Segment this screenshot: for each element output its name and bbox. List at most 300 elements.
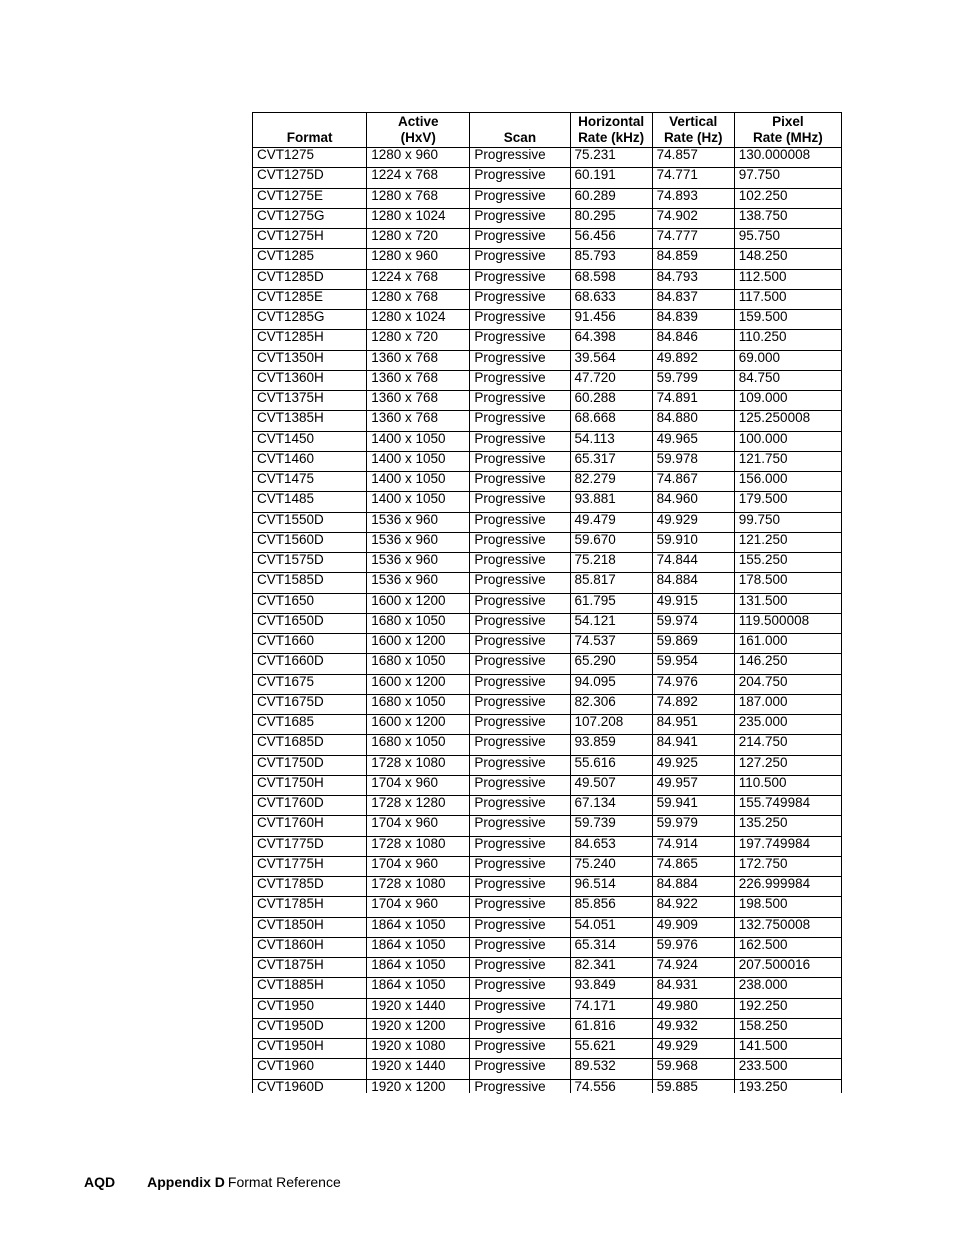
cell-pixel-rate: 110.500 (734, 775, 841, 795)
cell-horizontal-rate: 67.134 (570, 796, 652, 816)
cell-pixel-rate: 69.000 (734, 350, 841, 370)
cell-pixel-rate: 158.250 (734, 1018, 841, 1038)
cell-format: CVT1660D (253, 654, 367, 674)
cell-horizontal-rate: 82.341 (570, 958, 652, 978)
cell-pixel-rate: 187.000 (734, 694, 841, 714)
cell-pixel-rate: 99.750 (734, 512, 841, 532)
cell-vertical-rate: 59.976 (652, 937, 734, 957)
cell-scan: Progressive (470, 937, 570, 957)
cell-format: CVT1485 (253, 492, 367, 512)
cell-active: 1536 x 960 (367, 553, 470, 573)
cell-horizontal-rate: 68.633 (570, 289, 652, 309)
table-row (253, 289, 842, 309)
cell-horizontal-rate: 80.295 (570, 208, 652, 228)
cell-format: CVT1650 (253, 593, 367, 613)
cell-scan: Progressive (470, 998, 570, 1018)
cell-horizontal-rate: 89.532 (570, 1059, 652, 1079)
cell-pixel-rate: 172.750 (734, 856, 841, 876)
cell-scan: Progressive (470, 168, 570, 188)
cell-scan: Progressive (470, 532, 570, 552)
cell-scan: Progressive (470, 553, 570, 573)
cell-active: 1920 x 1440 (367, 1059, 470, 1079)
cell-pixel-rate: 233.500 (734, 1059, 841, 1079)
cell-format: CVT1660 (253, 634, 367, 654)
cell-vertical-rate: 74.976 (652, 674, 734, 694)
cell-active: 1864 x 1050 (367, 917, 470, 937)
cell-active: 1536 x 960 (367, 512, 470, 532)
cell-pixel-rate: 178.500 (734, 573, 841, 593)
cell-pixel-rate: 155.749984 (734, 796, 841, 816)
table-row (253, 958, 842, 978)
cell-vertical-rate: 74.902 (652, 208, 734, 228)
cell-vertical-rate: 59.974 (652, 613, 734, 633)
table-row (253, 229, 842, 249)
cell-active: 1680 x 1050 (367, 654, 470, 674)
cell-pixel-rate: 125.250008 (734, 411, 841, 431)
table-row (253, 755, 842, 775)
cell-vertical-rate: 74.924 (652, 958, 734, 978)
cell-format: CVT1850H (253, 917, 367, 937)
cell-horizontal-rate: 85.856 (570, 897, 652, 917)
cell-scan: Progressive (470, 370, 570, 390)
cell-scan: Progressive (470, 249, 570, 269)
cell-vertical-rate: 74.891 (652, 391, 734, 411)
cell-horizontal-rate: 75.231 (570, 148, 652, 168)
cell-scan: Progressive (470, 391, 570, 411)
cell-scan: Progressive (470, 836, 570, 856)
cell-active: 1536 x 960 (367, 573, 470, 593)
cell-format: CVT1450 (253, 431, 367, 451)
cell-horizontal-rate: 82.306 (570, 694, 652, 714)
cell-vertical-rate: 74.867 (652, 472, 734, 492)
table-row (253, 411, 842, 431)
cell-format: CVT1285H (253, 330, 367, 350)
cell-vertical-rate: 59.869 (652, 634, 734, 654)
cell-scan: Progressive (470, 411, 570, 431)
cell-active: 1280 x 1024 (367, 310, 470, 330)
cell-scan: Progressive (470, 1039, 570, 1059)
cell-scan: Progressive (470, 816, 570, 836)
cell-vertical-rate: 49.932 (652, 1018, 734, 1038)
cell-pixel-rate: 135.250 (734, 816, 841, 836)
table-row (253, 350, 842, 370)
table-row (253, 451, 842, 471)
table-row (253, 937, 842, 957)
cell-pixel-rate: 197.749984 (734, 836, 841, 856)
cell-format: CVT1875H (253, 958, 367, 978)
table-row (253, 816, 842, 836)
cell-vertical-rate: 59.979 (652, 816, 734, 836)
cell-vertical-rate: 84.884 (652, 877, 734, 897)
table-header-row (253, 113, 842, 148)
cell-scan: Progressive (470, 715, 570, 735)
cell-active: 1536 x 960 (367, 532, 470, 552)
cell-format: CVT1675D (253, 694, 367, 714)
cell-vertical-rate: 49.892 (652, 350, 734, 370)
cell-scan: Progressive (470, 897, 570, 917)
cell-horizontal-rate: 56.456 (570, 229, 652, 249)
cell-format: CVT1675 (253, 674, 367, 694)
cell-horizontal-rate: 94.095 (570, 674, 652, 694)
cell-scan: Progressive (470, 1059, 570, 1079)
cell-format: CVT1785D (253, 877, 367, 897)
cell-active: 1704 x 960 (367, 775, 470, 795)
cell-format: CVT1775D (253, 836, 367, 856)
cell-scan: Progressive (470, 654, 570, 674)
cell-vertical-rate: 49.957 (652, 775, 734, 795)
table-row (253, 1018, 842, 1038)
table-row (253, 917, 842, 937)
cell-active: 1280 x 960 (367, 249, 470, 269)
cell-format: CVT1860H (253, 937, 367, 957)
cell-horizontal-rate: 107.208 (570, 715, 652, 735)
cell-horizontal-rate: 59.739 (570, 816, 652, 836)
cell-format: CVT1750H (253, 775, 367, 795)
cell-active: 1920 x 1440 (367, 998, 470, 1018)
cell-active: 1280 x 768 (367, 289, 470, 309)
cell-pixel-rate: 102.250 (734, 188, 841, 208)
cell-vertical-rate: 74.844 (652, 553, 734, 573)
cell-pixel-rate: 214.750 (734, 735, 841, 755)
cell-format: CVT1285D (253, 269, 367, 289)
cell-scan: Progressive (470, 634, 570, 654)
table-row (253, 775, 842, 795)
cell-vertical-rate: 49.909 (652, 917, 734, 937)
cell-scan: Progressive (470, 856, 570, 876)
cell-vertical-rate: 59.941 (652, 796, 734, 816)
cell-horizontal-rate: 85.793 (570, 249, 652, 269)
table-row (253, 472, 842, 492)
cell-format: CVT1275H (253, 229, 367, 249)
cell-vertical-rate: 59.968 (652, 1059, 734, 1079)
cell-format: CVT1285 (253, 249, 367, 269)
cell-format: CVT1760D (253, 796, 367, 816)
cell-format: CVT1775H (253, 856, 367, 876)
table-body (253, 148, 842, 1093)
cell-format: CVT1950H (253, 1039, 367, 1059)
cell-vertical-rate: 84.846 (652, 330, 734, 350)
cell-active: 1680 x 1050 (367, 694, 470, 714)
cell-format: CVT1460 (253, 451, 367, 471)
cell-vertical-rate: 74.771 (652, 168, 734, 188)
cell-vertical-rate: 84.922 (652, 897, 734, 917)
cell-horizontal-rate: 54.121 (570, 613, 652, 633)
cell-pixel-rate: 161.000 (734, 634, 841, 654)
cell-active: 1728 x 1080 (367, 877, 470, 897)
cell-format: CVT1650D (253, 613, 367, 633)
cell-horizontal-rate: 74.537 (570, 634, 652, 654)
cell-format: CVT1760H (253, 816, 367, 836)
cell-horizontal-rate: 68.598 (570, 269, 652, 289)
cell-active: 1704 x 960 (367, 816, 470, 836)
cell-active: 1224 x 768 (367, 269, 470, 289)
cell-format: CVT1585D (253, 573, 367, 593)
cell-format: CVT1350H (253, 350, 367, 370)
header-vertical-rate: Vertical Rate (Hz) (652, 113, 734, 148)
cell-pixel-rate: 97.750 (734, 168, 841, 188)
table-row (253, 532, 842, 552)
table-row (253, 512, 842, 532)
cell-vertical-rate: 84.859 (652, 249, 734, 269)
cell-active: 1680 x 1050 (367, 735, 470, 755)
cell-vertical-rate: 59.885 (652, 1079, 734, 1093)
cell-horizontal-rate: 60.191 (570, 168, 652, 188)
cell-pixel-rate: 121.750 (734, 451, 841, 471)
cell-active: 1920 x 1080 (367, 1039, 470, 1059)
cell-vertical-rate: 74.892 (652, 694, 734, 714)
cell-active: 1920 x 1200 (367, 1018, 470, 1038)
cell-horizontal-rate: 54.051 (570, 917, 652, 937)
table-row (253, 796, 842, 816)
cell-vertical-rate: 84.839 (652, 310, 734, 330)
table-row (253, 593, 842, 613)
cell-vertical-rate: 49.929 (652, 1039, 734, 1059)
cell-active: 1704 x 960 (367, 856, 470, 876)
cell-horizontal-rate: 39.564 (570, 350, 652, 370)
cell-pixel-rate: 132.750008 (734, 917, 841, 937)
cell-pixel-rate: 100.000 (734, 431, 841, 451)
cell-vertical-rate: 84.931 (652, 978, 734, 998)
header-horizontal-rate: Horizontal Rate (kHz) (570, 113, 652, 148)
table-row (253, 573, 842, 593)
cell-scan: Progressive (470, 573, 570, 593)
cell-horizontal-rate: 96.514 (570, 877, 652, 897)
cell-scan: Progressive (470, 330, 570, 350)
cell-active: 1600 x 1200 (367, 593, 470, 613)
cell-scan: Progressive (470, 512, 570, 532)
cell-horizontal-rate: 65.314 (570, 937, 652, 957)
cell-vertical-rate: 49.965 (652, 431, 734, 451)
table-row (253, 391, 842, 411)
cell-pixel-rate: 117.500 (734, 289, 841, 309)
cell-active: 1704 x 960 (367, 897, 470, 917)
cell-scan: Progressive (470, 289, 570, 309)
cell-active: 1280 x 768 (367, 188, 470, 208)
cell-pixel-rate: 204.750 (734, 674, 841, 694)
cell-pixel-rate: 141.500 (734, 1039, 841, 1059)
cell-scan: Progressive (470, 310, 570, 330)
cell-active: 1400 x 1050 (367, 492, 470, 512)
cell-active: 1600 x 1200 (367, 715, 470, 735)
cell-scan: Progressive (470, 877, 570, 897)
cell-horizontal-rate: 84.653 (570, 836, 652, 856)
cell-scan: Progressive (470, 472, 570, 492)
cell-active: 1920 x 1200 (367, 1079, 470, 1093)
table-row (253, 877, 842, 897)
header-active: Active (HxV) (367, 113, 470, 148)
cell-vertical-rate: 59.910 (652, 532, 734, 552)
cell-format: CVT1275E (253, 188, 367, 208)
cell-format: CVT1285E (253, 289, 367, 309)
cell-horizontal-rate: 82.279 (570, 472, 652, 492)
cell-scan: Progressive (470, 148, 570, 168)
cell-vertical-rate: 59.799 (652, 370, 734, 390)
cell-active: 1600 x 1200 (367, 674, 470, 694)
cell-pixel-rate: 148.250 (734, 249, 841, 269)
cell-active: 1864 x 1050 (367, 958, 470, 978)
table-row (253, 1079, 842, 1093)
cell-vertical-rate: 84.837 (652, 289, 734, 309)
cell-horizontal-rate: 65.317 (570, 451, 652, 471)
cell-pixel-rate: 138.750 (734, 208, 841, 228)
cell-scan: Progressive (470, 674, 570, 694)
table-row (253, 998, 842, 1018)
cell-active: 1680 x 1050 (367, 613, 470, 633)
cell-horizontal-rate: 93.881 (570, 492, 652, 512)
cell-format: CVT1285G (253, 310, 367, 330)
cell-format: CVT1475 (253, 472, 367, 492)
cell-active: 1600 x 1200 (367, 634, 470, 654)
table-row (253, 978, 842, 998)
cell-format: CVT1885H (253, 978, 367, 998)
cell-vertical-rate: 59.954 (652, 654, 734, 674)
cell-active: 1400 x 1050 (367, 451, 470, 471)
cell-active: 1728 x 1080 (367, 755, 470, 775)
cell-vertical-rate: 49.980 (652, 998, 734, 1018)
cell-pixel-rate: 95.750 (734, 229, 841, 249)
cell-horizontal-rate: 75.218 (570, 553, 652, 573)
cell-scan: Progressive (470, 269, 570, 289)
cell-active: 1360 x 768 (367, 370, 470, 390)
cell-horizontal-rate: 85.817 (570, 573, 652, 593)
cell-scan: Progressive (470, 593, 570, 613)
cell-pixel-rate: 119.500008 (734, 613, 841, 633)
cell-format: CVT1550D (253, 512, 367, 532)
cell-horizontal-rate: 93.849 (570, 978, 652, 998)
cell-pixel-rate: 121.250 (734, 532, 841, 552)
cell-active: 1360 x 768 (367, 391, 470, 411)
cell-horizontal-rate: 60.289 (570, 188, 652, 208)
cell-vertical-rate: 84.884 (652, 573, 734, 593)
table-row (253, 1039, 842, 1059)
cell-horizontal-rate: 75.240 (570, 856, 652, 876)
cell-horizontal-rate: 47.720 (570, 370, 652, 390)
cell-active: 1224 x 768 (367, 168, 470, 188)
cell-vertical-rate: 74.777 (652, 229, 734, 249)
cell-active: 1280 x 720 (367, 330, 470, 350)
table-row (253, 370, 842, 390)
table-row (253, 148, 842, 168)
cell-format: CVT1275G (253, 208, 367, 228)
format-reference-table (252, 112, 842, 1093)
header-scan: Scan (470, 113, 570, 148)
table-row (253, 856, 842, 876)
cell-horizontal-rate: 61.816 (570, 1018, 652, 1038)
table-row (253, 674, 842, 694)
cell-horizontal-rate: 74.171 (570, 998, 652, 1018)
cell-format: CVT1385H (253, 411, 367, 431)
table-row (253, 208, 842, 228)
cell-format: CVT1275D (253, 168, 367, 188)
cell-pixel-rate: 146.250 (734, 654, 841, 674)
cell-horizontal-rate: 61.795 (570, 593, 652, 613)
cell-horizontal-rate: 65.290 (570, 654, 652, 674)
cell-scan: Progressive (470, 1018, 570, 1038)
cell-horizontal-rate: 91.456 (570, 310, 652, 330)
cell-horizontal-rate: 49.479 (570, 512, 652, 532)
cell-active: 1360 x 768 (367, 411, 470, 431)
cell-pixel-rate: 238.000 (734, 978, 841, 998)
cell-format: CVT1750D (253, 755, 367, 775)
cell-scan: Progressive (470, 613, 570, 633)
cell-pixel-rate: 207.500016 (734, 958, 841, 978)
cell-format: CVT1560D (253, 532, 367, 552)
table-row (253, 1059, 842, 1079)
cell-vertical-rate: 59.978 (652, 451, 734, 471)
cell-active: 1400 x 1050 (367, 472, 470, 492)
footer-appendix: Appendix D (147, 1174, 225, 1190)
cell-format: CVT1950D (253, 1018, 367, 1038)
table-row (253, 168, 842, 188)
cell-vertical-rate: 49.929 (652, 512, 734, 532)
cell-scan: Progressive (470, 694, 570, 714)
cell-format: CVT1685D (253, 735, 367, 755)
cell-pixel-rate: 192.250 (734, 998, 841, 1018)
table-row (253, 553, 842, 573)
cell-horizontal-rate: 55.621 (570, 1039, 652, 1059)
cell-format: CVT1685 (253, 715, 367, 735)
cell-pixel-rate: 235.000 (734, 715, 841, 735)
cell-pixel-rate: 131.500 (734, 593, 841, 613)
cell-scan: Progressive (470, 492, 570, 512)
cell-pixel-rate: 226.999984 (734, 877, 841, 897)
table-row (253, 694, 842, 714)
cell-horizontal-rate: 68.668 (570, 411, 652, 431)
cell-active: 1728 x 1280 (367, 796, 470, 816)
cell-scan: Progressive (470, 350, 570, 370)
cell-horizontal-rate: 59.670 (570, 532, 652, 552)
cell-format: CVT1960 (253, 1059, 367, 1079)
table-row (253, 431, 842, 451)
cell-scan: Progressive (470, 451, 570, 471)
table-row (253, 654, 842, 674)
cell-scan: Progressive (470, 755, 570, 775)
cell-pixel-rate: 193.250 (734, 1079, 841, 1093)
cell-vertical-rate: 74.857 (652, 148, 734, 168)
cell-scan: Progressive (470, 208, 570, 228)
cell-active: 1360 x 768 (367, 350, 470, 370)
cell-horizontal-rate: 64.398 (570, 330, 652, 350)
cell-format: CVT1375H (253, 391, 367, 411)
table-row (253, 188, 842, 208)
cell-vertical-rate: 84.960 (652, 492, 734, 512)
cell-pixel-rate: 159.500 (734, 310, 841, 330)
cell-scan: Progressive (470, 188, 570, 208)
cell-vertical-rate: 84.793 (652, 269, 734, 289)
cell-format: CVT1960D (253, 1079, 367, 1093)
cell-scan: Progressive (470, 431, 570, 451)
cell-format: CVT1575D (253, 553, 367, 573)
cell-active: 1864 x 1050 (367, 978, 470, 998)
cell-scan: Progressive (470, 958, 570, 978)
cell-active: 1280 x 960 (367, 148, 470, 168)
cell-format: CVT1360H (253, 370, 367, 390)
table-row (253, 330, 842, 350)
cell-scan: Progressive (470, 1079, 570, 1093)
cell-pixel-rate: 130.000008 (734, 148, 841, 168)
footer-section-title: Format Reference (227, 1174, 341, 1190)
cell-format: CVT1950 (253, 998, 367, 1018)
page-footer (84, 1174, 341, 1190)
cell-pixel-rate: 179.500 (734, 492, 841, 512)
cell-horizontal-rate: 93.859 (570, 735, 652, 755)
footer-brand: AQD (84, 1174, 116, 1190)
cell-format: CVT1785H (253, 897, 367, 917)
cell-horizontal-rate: 54.113 (570, 431, 652, 451)
cell-horizontal-rate: 60.288 (570, 391, 652, 411)
cell-pixel-rate: 162.500 (734, 937, 841, 957)
cell-vertical-rate: 74.914 (652, 836, 734, 856)
